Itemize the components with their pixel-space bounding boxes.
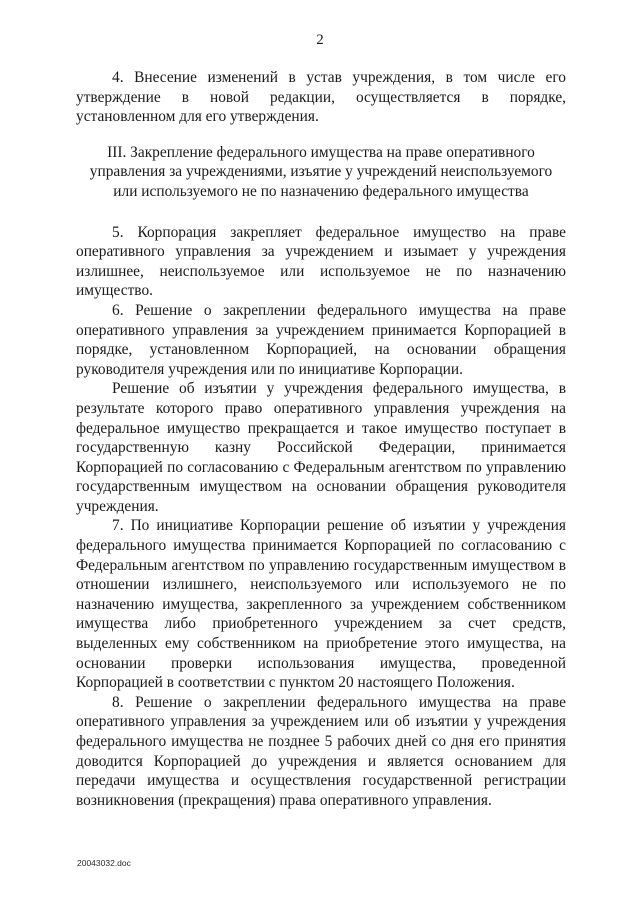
section-3-heading: III. Закрепление федерального имущества на праве оперативного управления за учреждениями, изъятие у учреждений неиспользуемого или используемого не по назначению федерального имущества <box>89 143 553 200</box>
footer-filename: 20043032.doc <box>77 858 131 868</box>
paragraph-7: 7. По инициативе Корпорации решение об изъятии у учреждения федерального имущества принимается Корпорацией по согласованию с Федеральным агентством по управлению государственным имуществом в отношении излишнего, неиспользуемого или используемого не по назначению имущества, закрепленного за учреждением собственником имущества либо приобретенного учреждением за счет средств, выделенных ему собственником на приобретение этого имущества, на основании проверки использования имущества, проведенной Корпорацией в соответствии с пунктом 20 настоящего Положения. <box>76 517 566 692</box>
document-body <box>76 68 566 810</box>
paragraph-8: 8. Решение о закреплении федерального имущества на праве оперативного управления за учреждением или об изъятии у учреждения федерального имущества не позднее 5 рабочих дней со дня его принятия доводится Корпорацией до учреждения и является основанием для передачи имущества и осуществления государственной регистрации возникновения (прекращения) права оперативного управления. <box>76 693 566 809</box>
paragraph-5: 5. Корпорация закрепляет федеральное имущество на праве оперативного управления за учреждением и изымает у учреждения излишнее, неиспользуемое или используемое не по назначению имущество. <box>76 223 566 300</box>
page-number: 2 <box>316 32 324 48</box>
paragraph-6: 6. Решение о закреплении федерального имущества на праве оперативного управления за учреждением принимается Корпорацией в порядке, установленном Корпорацией, на основании обращения руководителя учреждения или по инициативе Корпорации. <box>76 301 566 378</box>
paragraph-6-continuation: Решение об изъятии у учреждения федерального имущества, в результате которого право оперативного управления учреждения на федеральное имущество прекращается и такое имущество поступает в государственную казну Российской Федерации, принимается Корпорацией по согласованию с Федеральным агентством по управлению государственным имуществом на основании обращения руководителя учреждения. <box>76 380 566 515</box>
paragraph-4: 4. Внесение изменений в устав учреждения, в том числе его утверждение в новой редакции, осуществляется в порядке, установленном для его утверждения. <box>76 69 566 126</box>
